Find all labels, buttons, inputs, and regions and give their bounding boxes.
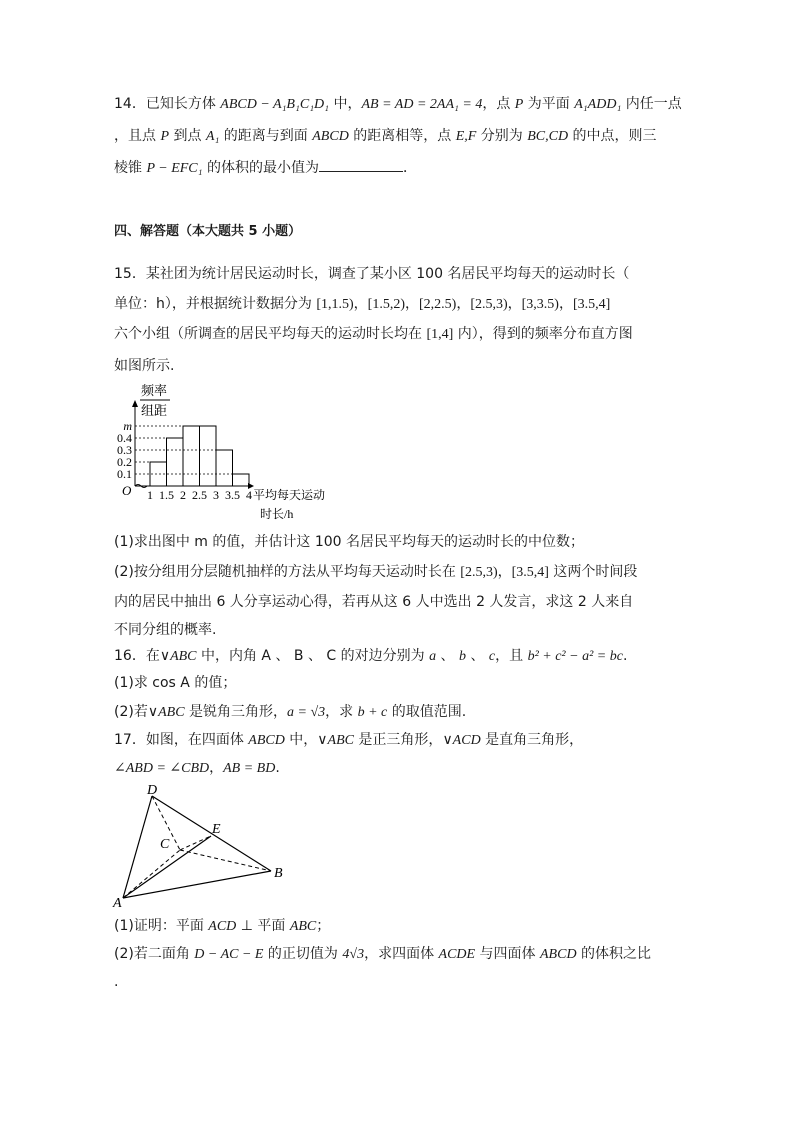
histogram-bar xyxy=(183,426,200,486)
y-tick-label: 0.3 xyxy=(117,443,132,457)
section-heading: 四、解答题（本大题共 5 小题） xyxy=(114,224,302,239)
histogram-bar xyxy=(167,438,184,486)
y-tick-label: m xyxy=(123,419,132,433)
q14-line2: ，且点 P 到点 A₁ 的距离与到面 ABCD 的距离相等，点 E,F 分别为 BC,CD 的中点，则三 xyxy=(114,128,657,144)
q15-sub2: (2)按分组用分层随机抽样的方法从平均每天运动时长在 [2.5,3)，[3.5,4] 这两个时间段 xyxy=(114,564,638,580)
q17-sub2b: . xyxy=(114,974,119,990)
x-tick-label: 1 xyxy=(147,488,153,502)
q15-line2: 单位：h），并根据统计数据分为 [1,1.5)，[1.5,2)，[2,2.5)，[2.5,3)，[3,3.5)，[3.5,4] xyxy=(114,296,611,312)
q17-sub1: (1)证明：平面 ACD ⊥ 平面 ABC； xyxy=(114,918,331,934)
x-tick-label: 3.5 xyxy=(225,488,240,502)
edge-AC xyxy=(123,850,180,898)
xlabel-line2: 时长/h xyxy=(260,507,294,521)
q14-line3: 棱锥 P − EFC₁ 的体积的最小值为 ． xyxy=(114,157,417,179)
x-tick-label: 2.5 xyxy=(192,488,207,502)
q17-sub2: (2)若二面角 D − AC − E 的正切值为 4√3，求四面体 ACDE 与四面体 ABCD 的体积之比 xyxy=(114,946,652,962)
q15-line4: 如图所示. xyxy=(114,358,175,374)
q15-line1: 15．某社团为统计居民运动时长，调查了某小区 100 名居民平均每天的运动时长（ xyxy=(114,266,630,282)
histogram-bar xyxy=(233,474,250,486)
ylabel-bottom: 组距 xyxy=(141,403,168,418)
ylabel-top: 频率 xyxy=(141,383,168,398)
frequency-histogram xyxy=(112,382,352,524)
y-tick-label: 0.1 xyxy=(117,467,132,481)
segment-CE xyxy=(180,836,211,850)
q16-line1: 16．在∨ABC 中，内角 A 、 B 、 C 的对边分别为 a 、 b 、 c，且 b² + c² − a² = bc. xyxy=(114,648,628,664)
origin-label: O xyxy=(122,483,132,498)
q15-sub2c: 不同分组的概率. xyxy=(114,622,217,638)
edge-AB xyxy=(123,871,271,898)
vertex-label-A: A xyxy=(113,896,122,910)
q16-sub1: (1)求 cos A 的值； xyxy=(114,675,237,691)
q17-line1: 17．如图，在四面体 ABCD 中，∨ABC 是正三角形，∨ACD 是直角三角形， xyxy=(114,732,584,748)
q16-sub2: (2)若∨ABC 是锐角三角形，a = √3，求 b + c 的取值范围. xyxy=(114,704,467,720)
point-label-E: E xyxy=(212,822,221,837)
y-tick-label: 0.4 xyxy=(117,431,132,445)
x-tick-label: 3 xyxy=(213,488,219,502)
x-tick-label: 1.5 xyxy=(159,488,174,502)
xlabel-line1: 平均每天运动 xyxy=(253,488,326,502)
edge-DA xyxy=(123,796,152,898)
histogram-bar xyxy=(200,426,217,486)
x-tick-label: 4 xyxy=(246,488,252,502)
histogram-bar xyxy=(216,450,233,486)
q15-sub2b: 内的居民中抽出 6 人分享运动心得，若再从这 6 人中选出 2 人发言，求这 2 人来自 xyxy=(114,594,634,610)
edge-CB xyxy=(180,850,271,871)
vertex-label-B: B xyxy=(274,866,283,881)
x-tick-label: 2 xyxy=(180,488,186,502)
vertex-label-D: D xyxy=(147,783,158,798)
q15-sub1: (1)求出图中 m 的值，并估计这 100 名居民平均每天的运动时长的中位数； xyxy=(114,534,584,550)
answer-blank[interactable] xyxy=(319,157,403,172)
q15-line3: 六个小组（所调查的居民平均每天的运动时长均在 [1,4] 内），得到的频率分布直方图 xyxy=(114,326,633,342)
y-tick-label: 0.2 xyxy=(117,455,132,469)
q17-line2: ∠ABD = ∠CBD，AB = BD. xyxy=(114,760,280,776)
tetrahedron-figure xyxy=(110,780,290,910)
y-axis-arrow xyxy=(132,400,138,407)
q14-line1: 14．已知长方体 ABCD − A₁B₁C₁D₁ 中，AB = AD = 2AA₁ = 4，点 P 为平面 A₁ADD₁ 内任一点 xyxy=(114,96,682,112)
vertex-label-C: C xyxy=(160,837,170,852)
